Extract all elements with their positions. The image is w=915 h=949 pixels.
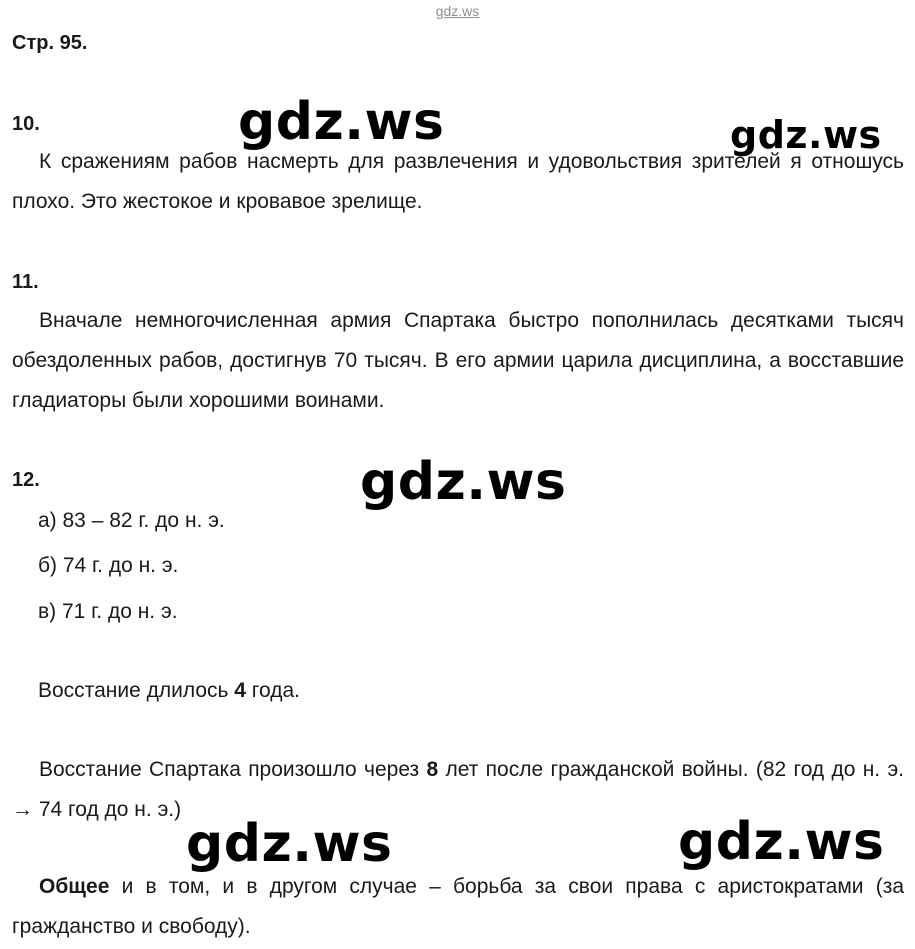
section-text-10: К сражениям рабов насмерть для развлечения и удовольствия зрителей я отношусь плохо. Это жестокое и кровавое зрелище. xyxy=(12,150,904,213)
watermark-4: gdz.ws xyxy=(186,814,393,874)
duration-value: 4 xyxy=(234,679,246,702)
section-text-11: Вначале немногочисленная армия Спартака быстро пополнилась десятками тысяч обездоленных рабов, достигнув 70 тысяч. В его армии царила дисциплина, а восставшие гладиаторы были хорошими воинами. xyxy=(12,309,904,412)
section-number-11: 11. xyxy=(12,271,39,293)
answer-item-a: а) 83 – 82 г. до н. э. xyxy=(38,509,225,532)
watermark-5: gdz.ws xyxy=(678,812,885,872)
section-number-10: 10. xyxy=(12,113,40,135)
common-bold: Общее xyxy=(39,875,110,898)
answer-item-v: в) 71 г. до н. э. xyxy=(38,600,178,623)
common-rest: и в том, и в другом случае – борьба за свои права с аристократами (за гражданство и свободу). xyxy=(12,875,904,938)
section-number-12: 12. xyxy=(12,469,40,491)
header-watermark: gdz.ws xyxy=(435,3,480,19)
watermark-2: gdz.ws xyxy=(730,113,882,157)
duration-sentence xyxy=(38,679,300,703)
watermark-1: gdz.ws xyxy=(238,92,445,152)
duration-suffix: года. xyxy=(245,679,300,702)
after-war-value: 8 xyxy=(426,758,439,781)
after-war-suffix: лет после гражданской войны. (82 год до н. э. → 74 год до н. э.) xyxy=(12,758,904,821)
answer-item-b: б) 74 г. до н. э. xyxy=(38,554,179,577)
watermark-3: gdz.ws xyxy=(360,452,567,512)
common-sentence xyxy=(12,867,904,947)
page-label: Стр. 95. xyxy=(12,32,88,54)
after-war-prefix: Восстание Спартака произошло через xyxy=(39,758,427,781)
duration-prefix: Восстание длилось xyxy=(38,679,235,702)
